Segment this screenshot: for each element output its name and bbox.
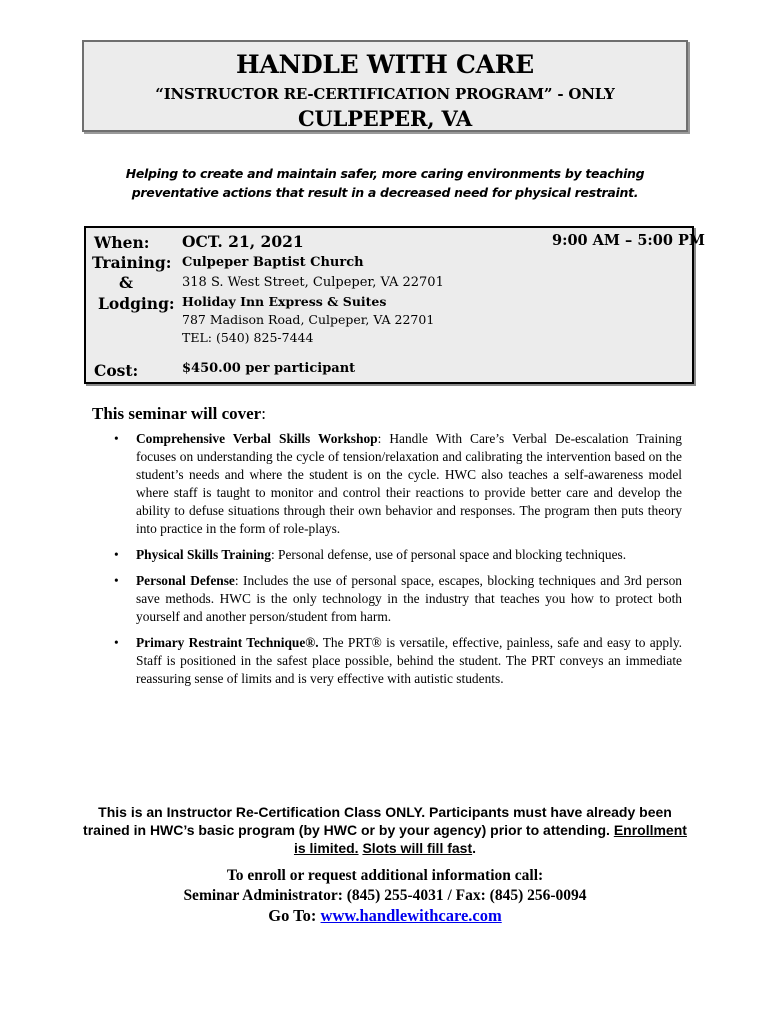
list-item (92, 572, 682, 626)
administrator-phone-line: Seminar Administrator: (845) 255-4031 / Fax: (845) 256-0094 (183, 887, 587, 904)
event-date: OCT. 21, 2021 (182, 232, 304, 251)
enrollment-limited: Enrollment is limited. (293, 822, 687, 856)
bullet-icon: • (114, 573, 119, 588)
lodging-venue: Holiday Inn Express & Suites (182, 294, 387, 309)
topic-text: : Personal defense, use of personal space and blocking techniques. (270, 547, 627, 562)
list-item (92, 546, 682, 564)
contact-section (80, 866, 690, 926)
notice-period: . (472, 840, 477, 856)
topic-title: Personal Defense (136, 573, 235, 588)
enroll-line: To enroll or request additional information call: (226, 867, 544, 884)
topic-title: Primary Restraint Technique®. (136, 635, 319, 650)
website-link[interactable]: www.handlewithcare.com (320, 906, 502, 925)
cost-label: Cost: (94, 361, 139, 380)
ampersand-label: & (119, 273, 133, 292)
seminar-topics-list (92, 430, 682, 696)
training-label: Training: (92, 253, 172, 272)
lodging-label: Lodging: (98, 294, 175, 313)
goto-line (80, 906, 690, 926)
event-details-box (84, 226, 705, 384)
header-banner (82, 40, 688, 132)
bullet-icon: • (114, 547, 119, 562)
topic-text: : Includes the use of personal space, escapes, blocking techniques and 3rd person save methods. HWC is the only technology in the industry that teaches you how to protect both yourself and another person/student from harm. (136, 573, 682, 624)
topic-text: The PRT® is versatile, effective, painless, safe and easy to apply. Staff is positioned in the safest place possible, behind the student. The PRT conveys an immediate reassuring sense of limits and is very effective with autistic students. (136, 635, 683, 686)
seminar-heading-text: This seminar will cover (92, 404, 262, 423)
program-subtitle: “INSTRUCTOR RE-CERTIFICATION PROGRAM” - ONLY (155, 85, 615, 103)
lodging-address: 787 Madison Road, Culpeper, VA 22701 (182, 312, 435, 327)
topic-text: : Handle With Care’s Verbal De-escalation Training focuses on understanding the cycle of tension/relaxation and calibrating the intervention based on the student’s needs and where the student is on the cycle. HWC also teaches a self-awareness model where staff is taught to monitor and control their reactions to provide better care and develop the ability to defuse situations through their own behavior and responses. The program then puts theory into practice in the form of role-plays. (136, 431, 683, 536)
notice-text: This is an Instructor Re-Certification Class ONLY. Participants must have already been trained in HWC’s basic program (by HWC or by your agency) prior to attending. (83, 804, 672, 838)
page-title: HANDLE WITH CARE (236, 50, 534, 79)
cost-value: $450.00 per participant (182, 361, 356, 376)
event-time: 9:00 AM – 5:00 PM (552, 232, 705, 249)
training-venue: Culpeper Baptist Church (182, 255, 364, 270)
topic-title: Comprehensive Verbal Skills Workshop (136, 431, 378, 446)
topic-title: Physical Skills Training (136, 547, 271, 562)
list-item (92, 634, 682, 688)
certification-notice (80, 803, 690, 857)
bullet-icon: • (114, 635, 119, 650)
goto-label: Go To: (268, 906, 321, 925)
seminar-heading-colon: : (261, 404, 266, 423)
tagline-line-1: Helping to create and maintain safer, more caring environments by teaching (125, 166, 645, 181)
tagline (90, 164, 680, 202)
bullet-icon: • (114, 431, 119, 446)
training-address: 318 S. West Street, Culpeper, VA 22701 (182, 275, 444, 290)
list-item (92, 430, 682, 538)
seminar-heading (92, 404, 266, 424)
location-title: CULPEPER, VA (297, 106, 473, 131)
slots-fill-fast: Slots will fill fast (362, 840, 473, 856)
lodging-phone: TEL: (540) 825-7444 (182, 330, 314, 345)
tagline-line-2: preventative actions that result in a decreased need for physical restraint. (131, 185, 639, 200)
when-label: When: (94, 233, 150, 252)
